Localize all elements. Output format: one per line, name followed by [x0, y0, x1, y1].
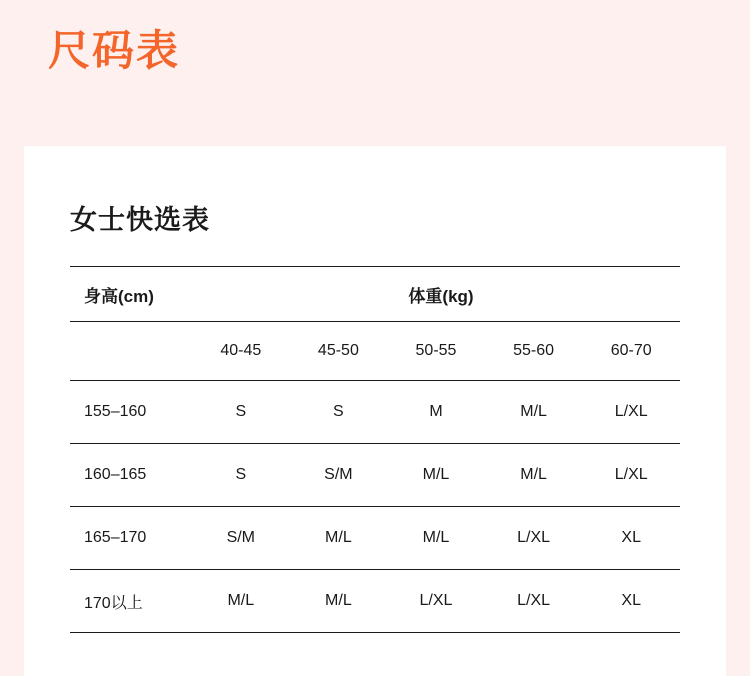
weight-column-header [290, 322, 388, 381]
weight-column-header [582, 322, 680, 381]
weight-column-label: 50-55 [415, 342, 457, 359]
header-height [70, 267, 192, 322]
header-weight-label: 体重(kg) [408, 286, 474, 306]
size-cell: L/XL [582, 444, 680, 507]
weight-column-header [485, 322, 583, 381]
size-cell: M/L [387, 507, 485, 570]
size-cell: M/L [485, 381, 583, 444]
card-title: 女士快选表 [70, 205, 210, 235]
size-cell: M/L [290, 570, 388, 633]
weight-column-label: 40-45 [220, 342, 262, 359]
size-cell: S/M [192, 507, 290, 570]
header-weight [192, 267, 680, 322]
size-cell: S/M [290, 444, 388, 507]
row-height-label [70, 444, 192, 507]
row-height-value: 160–165 [84, 466, 147, 483]
row-height-value: 155–160 [84, 403, 147, 420]
table-header-row [70, 267, 680, 322]
size-cell: M [387, 381, 485, 444]
size-table [70, 266, 680, 633]
size-chart-card [24, 146, 726, 676]
weight-column-label: 55-60 [513, 342, 555, 359]
row-height-value: 165–170 [84, 529, 147, 546]
size-cell: L/XL [582, 381, 680, 444]
size-cell: L/XL [387, 570, 485, 633]
size-cell: S [192, 381, 290, 444]
weight-columns-row [70, 322, 680, 381]
row-height-label [70, 381, 192, 444]
table-row [70, 444, 680, 507]
size-cell: L/XL [485, 570, 583, 633]
row-height-label [70, 570, 192, 633]
row-height-value: 170以上 [84, 594, 143, 612]
weight-column-header [192, 322, 290, 381]
row-height-label [70, 507, 192, 570]
weight-column-label: 60-70 [610, 342, 652, 359]
size-cell: M/L [485, 444, 583, 507]
size-cell: M/L [192, 570, 290, 633]
table-row [70, 507, 680, 570]
size-cell: M/L [387, 444, 485, 507]
weight-column-label: 45-50 [317, 342, 359, 359]
weight-column-header [387, 322, 485, 381]
table-row [70, 570, 680, 633]
size-cell: XL [582, 570, 680, 633]
page-title: 尺码表 [48, 27, 181, 74]
table-row [70, 381, 680, 444]
header-height-label: 身高(cm) [84, 286, 154, 306]
size-cell: S [290, 381, 388, 444]
size-cell: XL [582, 507, 680, 570]
size-cell: L/XL [485, 507, 583, 570]
weight-row-spacer [70, 322, 192, 381]
size-cell: S [192, 444, 290, 507]
size-cell: M/L [290, 507, 388, 570]
